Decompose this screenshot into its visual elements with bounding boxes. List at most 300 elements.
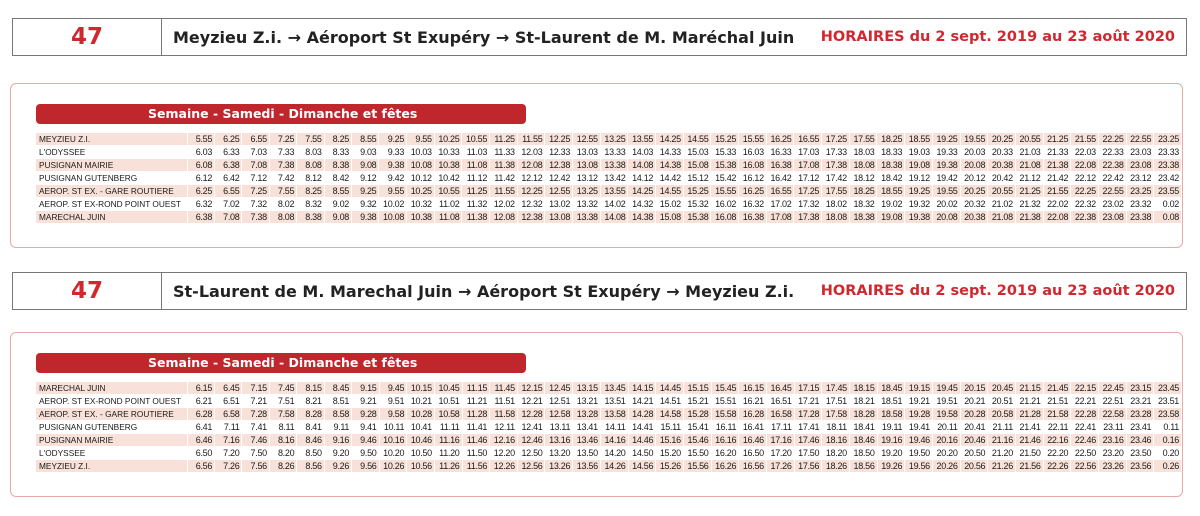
departure-time: 20.15 — [960, 382, 988, 395]
departure-time: 18.25 — [849, 185, 877, 198]
departure-time: 17.46 — [794, 434, 822, 447]
timetable-row — [36, 395, 1182, 408]
departure-time: 18.28 — [849, 408, 877, 421]
departure-time: 17.58 — [822, 408, 850, 421]
departure-time: 14.55 — [683, 133, 711, 146]
departure-time: 18.38 — [877, 159, 905, 172]
departure-time: 16.20 — [711, 447, 739, 460]
departure-time: 10.25 — [407, 185, 435, 198]
departure-time: 17.41 — [794, 421, 822, 434]
departure-time: 17.11 — [766, 421, 794, 434]
departure-time: 16.45 — [766, 382, 794, 395]
departure-time: 16.58 — [766, 408, 794, 421]
departure-time: 14.02 — [600, 198, 628, 211]
departure-time: 8.11 — [269, 421, 296, 434]
departure-time: 21.55 — [1071, 133, 1099, 146]
departure-time: 13.25 — [573, 185, 601, 198]
departure-time: 11.33 — [490, 146, 518, 159]
departure-time: 23.03 — [1126, 146, 1154, 159]
departure-time: 21.42 — [1043, 172, 1071, 185]
departure-time: 19.20 — [877, 447, 905, 460]
departure-time: 14.58 — [656, 408, 684, 421]
departure-time: 7.16 — [215, 434, 242, 447]
departure-time: 20.11 — [932, 421, 960, 434]
departure-time: 8.15 — [297, 382, 324, 395]
departure-time: 22.28 — [1071, 408, 1099, 421]
departure-time: 17.25 — [822, 133, 850, 146]
departure-time: 11.12 — [462, 172, 490, 185]
departure-time: 7.55 — [297, 133, 324, 146]
departure-time: 13.02 — [545, 198, 573, 211]
departure-time: 16.02 — [711, 198, 739, 211]
timetable-row — [36, 185, 1182, 198]
departure-time: 13.38 — [573, 211, 601, 224]
departure-time: 7.21 — [242, 395, 269, 408]
departure-time: 9.55 — [379, 185, 407, 198]
departure-time: 15.42 — [711, 172, 739, 185]
departure-time: 19.41 — [905, 421, 933, 434]
departure-time: 15.16 — [656, 434, 684, 447]
departure-time: 11.25 — [462, 185, 490, 198]
departure-time: 10.02 — [379, 198, 407, 211]
departure-time: 20.45 — [988, 382, 1016, 395]
departure-time: 9.12 — [352, 172, 379, 185]
departure-time: 16.50 — [739, 447, 767, 460]
stop-name: MARECHAL JUIN — [36, 382, 187, 395]
departure-time: 14.21 — [628, 395, 656, 408]
departure-time: 18.21 — [849, 395, 877, 408]
departure-time: 6.25 — [187, 185, 214, 198]
departure-time: 16.55 — [766, 185, 794, 198]
departure-time: 19.26 — [877, 460, 905, 473]
departure-time: 17.50 — [794, 447, 822, 460]
departure-time: 14.46 — [628, 434, 656, 447]
departure-time: 14.56 — [628, 460, 656, 473]
departure-time: 17.15 — [794, 382, 822, 395]
departure-time: 13.08 — [545, 211, 573, 224]
departure-time: 9.21 — [352, 395, 379, 408]
departure-time: 17.02 — [766, 198, 794, 211]
departure-time: 23.41 — [1126, 421, 1154, 434]
departure-time: 18.15 — [849, 382, 877, 395]
departure-time: 15.26 — [656, 460, 684, 473]
departure-time: 7.58 — [269, 408, 296, 421]
departure-time: 19.45 — [932, 382, 960, 395]
departure-time: 11.45 — [490, 382, 518, 395]
departure-time: 21.45 — [1043, 382, 1071, 395]
departure-time: 9.46 — [352, 434, 379, 447]
departure-time: 12.25 — [545, 133, 573, 146]
departure-time: 8.08 — [269, 211, 296, 224]
departure-time: 11.15 — [462, 382, 490, 395]
departure-time: 7.51 — [269, 395, 296, 408]
departure-time: 7.08 — [215, 211, 242, 224]
departure-time: 14.25 — [656, 133, 684, 146]
departure-time: 16.38 — [739, 211, 767, 224]
departure-time: 9.20 — [324, 447, 351, 460]
departure-time: 7.56 — [242, 460, 269, 473]
departure-time: 22.38 — [1098, 159, 1126, 172]
departure-time: 22.11 — [1043, 421, 1071, 434]
departure-time: 23.32 — [1126, 198, 1154, 211]
departure-time: 12.58 — [545, 408, 573, 421]
departure-time: 21.20 — [988, 447, 1016, 460]
departure-time: 11.20 — [434, 447, 462, 460]
departure-time: 16.21 — [739, 395, 767, 408]
departure-time: 20.16 — [932, 434, 960, 447]
departure-time: 15.45 — [711, 382, 739, 395]
departure-time: 19.28 — [905, 408, 933, 421]
departure-time: 13.50 — [573, 447, 601, 460]
departure-time: 13.58 — [600, 408, 628, 421]
departure-time: 0.02 — [1154, 198, 1182, 211]
departure-time: 9.08 — [352, 159, 379, 172]
line-number: 47 — [13, 19, 162, 55]
departure-time: 0.20 — [1154, 447, 1182, 460]
departure-time: 7.11 — [215, 421, 242, 434]
departure-time: 12.33 — [545, 146, 573, 159]
timetable-row — [36, 133, 1182, 146]
departure-time: 14.33 — [656, 146, 684, 159]
departure-time: 7.25 — [269, 133, 296, 146]
route-header-outbound — [12, 18, 1187, 56]
departure-time: 16.25 — [739, 185, 767, 198]
departure-time: 17.55 — [822, 185, 850, 198]
departure-time: 8.38 — [324, 159, 351, 172]
departure-time: 22.33 — [1098, 146, 1126, 159]
stop-name: PUSIGNAN MAIRIE — [36, 434, 187, 447]
departure-time: 9.41 — [352, 421, 379, 434]
departure-time: 8.20 — [269, 447, 296, 460]
departure-time: 12.12 — [517, 172, 545, 185]
departure-time: 10.33 — [434, 146, 462, 159]
departure-time: 13.26 — [545, 460, 573, 473]
departure-time: 19.33 — [932, 146, 960, 159]
departure-time: 14.08 — [628, 159, 656, 172]
departure-time: 23.20 — [1098, 447, 1126, 460]
departure-time: 10.08 — [379, 211, 407, 224]
departure-time: 10.32 — [407, 198, 435, 211]
stop-name: L'ODYSSEE — [36, 146, 187, 159]
departure-time: 17.42 — [822, 172, 850, 185]
departure-time: 11.03 — [462, 146, 490, 159]
departure-time: 23.42 — [1154, 172, 1182, 185]
departure-time: 22.15 — [1071, 382, 1099, 395]
departure-time: 14.32 — [628, 198, 656, 211]
departure-time: 20.56 — [960, 460, 988, 473]
departure-time: 20.03 — [960, 146, 988, 159]
stop-name: AEROP. ST EX. - GARE ROUTIERE — [36, 185, 187, 198]
departure-time: 6.03 — [187, 146, 214, 159]
departure-time: 18.03 — [849, 146, 877, 159]
departure-time: 19.51 — [932, 395, 960, 408]
departure-time: 13.46 — [573, 434, 601, 447]
departure-time: 8.08 — [297, 159, 324, 172]
departure-time: 10.12 — [407, 172, 435, 185]
stop-name: PUSIGNAN GUTENBERG — [36, 421, 187, 434]
departure-time: 23.33 — [1154, 146, 1182, 159]
departure-time: 18.16 — [822, 434, 850, 447]
departure-time: 7.38 — [269, 159, 296, 172]
departure-time: 6.28 — [187, 408, 214, 421]
departure-time: 15.21 — [683, 395, 711, 408]
departure-time: 6.56 — [187, 460, 214, 473]
departure-time: 16.16 — [711, 434, 739, 447]
departure-time: 9.33 — [379, 146, 407, 159]
stop-name: MARECHAL JUIN — [36, 211, 187, 224]
departure-time: 17.38 — [822, 159, 850, 172]
departure-time: 8.25 — [297, 185, 324, 198]
departure-time: 21.38 — [1043, 159, 1071, 172]
departure-time: 12.26 — [490, 460, 518, 473]
departure-time: 10.55 — [434, 185, 462, 198]
departure-time: 22.46 — [1071, 434, 1099, 447]
departure-time: 15.11 — [656, 421, 684, 434]
stop-name: AEROP. ST EX-ROND POINT OUEST — [36, 198, 187, 211]
departure-time: 14.11 — [600, 421, 628, 434]
departure-time: 17.21 — [794, 395, 822, 408]
departure-time: 11.56 — [462, 460, 490, 473]
departure-time: 23.45 — [1154, 382, 1182, 395]
departure-time: 12.08 — [490, 211, 518, 224]
departure-time: 12.38 — [517, 211, 545, 224]
departure-time: 9.55 — [407, 133, 435, 146]
departure-time: 19.11 — [877, 421, 905, 434]
departure-time: 11.46 — [462, 434, 490, 447]
departure-time: 9.50 — [352, 447, 379, 460]
departure-time: 20.55 — [988, 185, 1016, 198]
stop-name: PUSIGNAN MAIRIE — [36, 159, 187, 172]
departure-time: 14.28 — [628, 408, 656, 421]
departure-time: 12.21 — [517, 395, 545, 408]
timetable-row — [36, 434, 1182, 447]
departure-time: 22.45 — [1098, 382, 1126, 395]
departure-time: 17.28 — [794, 408, 822, 421]
departure-time: 22.51 — [1098, 395, 1126, 408]
departure-time: 8.25 — [324, 133, 351, 146]
departure-time: 15.41 — [683, 421, 711, 434]
departure-time: 18.42 — [877, 172, 905, 185]
departure-time: 18.45 — [877, 382, 905, 395]
departure-time: 21.50 — [1015, 447, 1043, 460]
departure-time: 22.50 — [1071, 447, 1099, 460]
departure-time: 6.45 — [215, 382, 242, 395]
departure-time: 10.55 — [462, 133, 490, 146]
departure-time: 22.02 — [1043, 198, 1071, 211]
route-title: Meyzieu Z.i. → Aéroport St Exupéry → St-Laurent de M. Maréchal Juin — [173, 27, 795, 47]
departure-time: 23.46 — [1126, 434, 1154, 447]
departure-time: 8.03 — [297, 146, 324, 159]
departure-time: 23.12 — [1126, 172, 1154, 185]
departure-time: 11.55 — [517, 133, 545, 146]
departure-time: 8.58 — [324, 408, 351, 421]
departure-time: 10.03 — [407, 146, 435, 159]
departure-time: 15.55 — [711, 185, 739, 198]
departure-time: 7.12 — [242, 172, 269, 185]
departure-time: 22.21 — [1071, 395, 1099, 408]
timetable-row — [36, 382, 1182, 395]
departure-time: 16.15 — [739, 382, 767, 395]
timetable-row — [36, 198, 1182, 211]
departure-time: 13.16 — [545, 434, 573, 447]
stop-name: AEROP. ST EX-ROND POINT OUEST — [36, 395, 187, 408]
departure-time: 22.42 — [1098, 172, 1126, 185]
departure-time: 13.45 — [600, 382, 628, 395]
departure-time: 8.28 — [297, 408, 324, 421]
departure-time: 13.56 — [573, 460, 601, 473]
departure-time: 18.56 — [849, 460, 877, 473]
departure-time: 20.38 — [988, 159, 1016, 172]
departure-time: 21.08 — [1015, 159, 1043, 172]
departure-time: 8.16 — [269, 434, 296, 447]
departure-time: 20.28 — [960, 408, 988, 421]
departure-time: 7.03 — [242, 146, 269, 159]
departure-time: 10.08 — [407, 159, 435, 172]
departure-time: 23.08 — [1126, 159, 1154, 172]
departure-time: 12.16 — [490, 434, 518, 447]
departure-time: 8.55 — [352, 133, 379, 146]
departure-time: 16.03 — [739, 146, 767, 159]
departure-time: 23.02 — [1098, 198, 1126, 211]
departure-time: 15.08 — [656, 211, 684, 224]
departure-time: 9.26 — [324, 460, 351, 473]
line-number: 47 — [13, 273, 162, 309]
timetable-row — [36, 172, 1182, 185]
departure-time: 13.38 — [600, 159, 628, 172]
departure-time: 22.08 — [1071, 159, 1099, 172]
departure-time: 7.41 — [242, 421, 269, 434]
departure-time: 19.15 — [905, 382, 933, 395]
departure-time: 7.46 — [242, 434, 269, 447]
departure-time: 8.38 — [297, 211, 324, 224]
departure-time: 21.58 — [1043, 408, 1071, 421]
departure-time: 18.58 — [877, 408, 905, 421]
departure-time: 21.56 — [1015, 460, 1043, 473]
departure-time: 18.33 — [877, 146, 905, 159]
departure-time: 10.38 — [407, 211, 435, 224]
departure-time: 20.12 — [960, 172, 988, 185]
timetable-row — [36, 460, 1182, 473]
departure-time: 21.51 — [1043, 395, 1071, 408]
departure-time: 11.58 — [490, 408, 518, 421]
departure-time: 17.51 — [822, 395, 850, 408]
departure-time: 0.08 — [1154, 211, 1182, 224]
departure-time: 9.45 — [379, 382, 407, 395]
departure-time: 16.12 — [739, 172, 767, 185]
departure-time: 19.50 — [905, 447, 933, 460]
departure-time: 17.45 — [822, 382, 850, 395]
departure-time: 7.33 — [269, 146, 296, 159]
departure-time: 22.03 — [1071, 146, 1099, 159]
departure-time: 7.28 — [242, 408, 269, 421]
departure-time: 20.21 — [960, 395, 988, 408]
departure-time: 14.38 — [628, 211, 656, 224]
departure-time: 19.46 — [905, 434, 933, 447]
departure-time: 21.02 — [988, 198, 1016, 211]
departure-time: 6.21 — [187, 395, 214, 408]
departure-time: 13.41 — [573, 421, 601, 434]
departure-time: 19.56 — [905, 460, 933, 473]
departure-time: 15.15 — [683, 382, 711, 395]
departure-time: 8.32 — [297, 198, 324, 211]
departure-time: 18.20 — [822, 447, 850, 460]
departure-time: 12.03 — [517, 146, 545, 159]
departure-time: 19.58 — [932, 408, 960, 421]
timetable-row — [36, 211, 1182, 224]
departure-time: 12.46 — [517, 434, 545, 447]
departure-time: 18.51 — [877, 395, 905, 408]
departure-time: 6.51 — [215, 395, 242, 408]
departure-time: 10.50 — [407, 447, 435, 460]
departure-time: 18.08 — [822, 211, 850, 224]
departure-time: 21.16 — [988, 434, 1016, 447]
departure-time: 21.21 — [1015, 395, 1043, 408]
departure-time: 15.25 — [683, 185, 711, 198]
departure-time: 15.32 — [683, 198, 711, 211]
departure-time: 8.51 — [324, 395, 351, 408]
departure-time: 22.32 — [1071, 198, 1099, 211]
departure-time: 12.11 — [490, 421, 518, 434]
departure-time: 14.26 — [600, 460, 628, 473]
departure-time: 6.15 — [187, 382, 214, 395]
departure-time: 8.42 — [324, 172, 351, 185]
departure-time: 16.26 — [711, 460, 739, 473]
departure-time: 20.38 — [960, 211, 988, 224]
departure-time: 21.26 — [988, 460, 1016, 473]
departure-time: 18.55 — [877, 185, 905, 198]
departure-time: 21.28 — [1015, 408, 1043, 421]
departure-time: 19.38 — [932, 159, 960, 172]
departure-time: 22.20 — [1043, 447, 1071, 460]
departure-time: 9.02 — [324, 198, 351, 211]
departure-time: 20.50 — [960, 447, 988, 460]
departure-time: 5.55 — [187, 133, 214, 146]
departure-time: 21.41 — [1015, 421, 1043, 434]
departure-time: 22.55 — [1098, 185, 1126, 198]
departure-time: 16.55 — [794, 133, 822, 146]
departure-time: 21.08 — [988, 211, 1016, 224]
departure-time: 10.42 — [434, 172, 462, 185]
departure-time: 14.12 — [628, 172, 656, 185]
departure-time: 11.21 — [462, 395, 490, 408]
departure-time: 16.08 — [739, 159, 767, 172]
departure-time: 13.32 — [573, 198, 601, 211]
departure-time: 22.41 — [1071, 421, 1099, 434]
departure-time: 9.03 — [352, 146, 379, 159]
departure-time: 8.33 — [324, 146, 351, 159]
departure-time: 23.28 — [1126, 408, 1154, 421]
departure-time: 19.02 — [877, 198, 905, 211]
validity-period: HORAIRES du 2 sept. 2019 au 23 août 2020 — [820, 283, 1175, 299]
departure-time: 9.51 — [379, 395, 407, 408]
departure-time: 17.20 — [766, 447, 794, 460]
departure-time: 23.38 — [1154, 159, 1182, 172]
departure-time: 14.51 — [656, 395, 684, 408]
departure-time: 9.56 — [352, 460, 379, 473]
departure-time: 13.08 — [573, 159, 601, 172]
departure-time: 14.42 — [656, 172, 684, 185]
departure-time: 20.51 — [988, 395, 1016, 408]
departure-time: 23.58 — [1154, 408, 1182, 421]
departure-time: 0.26 — [1154, 460, 1182, 473]
departure-time: 17.03 — [794, 146, 822, 159]
departure-time: 17.08 — [794, 159, 822, 172]
departure-time: 15.28 — [683, 408, 711, 421]
departure-time: 20.32 — [960, 198, 988, 211]
departure-time: 22.12 — [1071, 172, 1099, 185]
departure-time: 12.41 — [517, 421, 545, 434]
departure-time: 9.08 — [324, 211, 351, 224]
